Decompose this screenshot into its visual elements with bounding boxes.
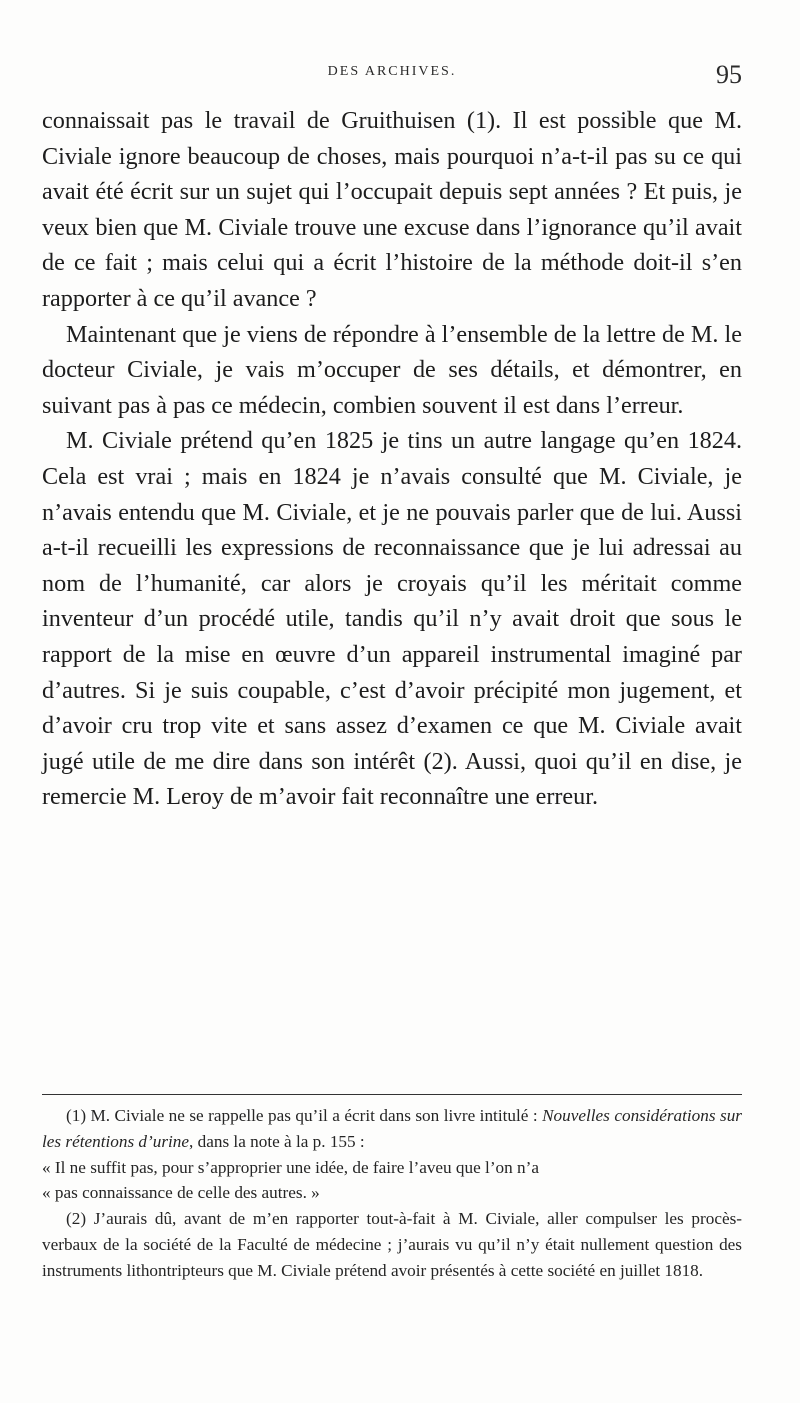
footnote-1-title: Nouvelles considérations sur les rétentions d’urine [42,1106,742,1151]
paragraph-1: connaissait pas le travail de Gruithuisen (1). Il est possible que M. Civiale ignore beaucoup de choses, mais pourquoi n’a-t-il pas su ce qui avait été écrit sur un sujet qui l’occupait depuis sept années ? Et puis, je veux bien que M. Civiale trouve une excuse dans l’ignorance qu’il avait de ce fait ; mais celui qui a écrit l’histoire de la méthode doit-il s’en rapporter à ce qu’il avance ? [42,107,742,312]
footnotes [42,1103,742,1284]
page-number: 95 [716,60,742,89]
footnote-2: (2) J’aurais dû, avant de m’en rapporter tout-à-fait à M. Civiale, aller compulser les procès-verbaux de la société de la Faculté de médecine ; j’aurais vu qu’il n’y était nullement question des instruments lithontripteurs que M. Civiale prétend avoir présentés à cette société en juillet 1818. [42,1209,742,1280]
footnote-1-start: (1) M. Civiale ne se rappelle pas qu’il a écrit dans son livre intitulé : [66,1106,543,1125]
footnote-1-end: , dans la note à la p. 155 : [189,1131,365,1151]
paragraph-3: M. Civiale prétend qu’en 1825 je tins un autre langage qu’en 1824. Cela est vrai ; mais en 1824 je n’avais consulté que M. Civiale, je n’avais entendu que M. Civiale, et je ne pouvais parler que de lui. Aussi a-t-il recueilli les expressions de reconnaissance que je lui adressai au nom de l’humanité, car alors je croyais qu’il les méritait comme inventeur d’un procédé utile, tandis qu’il n’y avait droit que sous le rapport de la mise en œuvre d’un appareil instrumental imaginé par d’autres. Si je suis coupable, c’est d’avoir précipité mon jugement, et d’avoir cru trop vite et sans assez d’examen ce que M. Civiale avait jugé utile de me dire dans son intérêt (2). Aussi, quoi qu’il en dise, je remercie M. Leroy de m’avoir fait reconnaître une erreur. [42,427,742,811]
paragraph-2: Maintenant que je viens de répondre à l’ensemble de la lettre de M. le docteur Civiale, je vais m’occuper de ses détails, et démontrer, en suivant pas à pas ce médecin, combien souvent il est dans l’erreur. [42,320,742,419]
footnote-divider [42,1094,742,1095]
page-header [42,60,742,96]
running-head: DES ARCHIVES. [327,64,457,79]
footnote-1-quote-line-1: « Il ne suffit pas, pour s’approprier une idée, de faire l’aveu que l’on n’a [42,1157,539,1177]
footnote-1-quote-line-2: « pas connaissance de celle des autres. » [42,1183,320,1203]
footnote-1 [42,1103,742,1155]
main-text [42,103,742,815]
